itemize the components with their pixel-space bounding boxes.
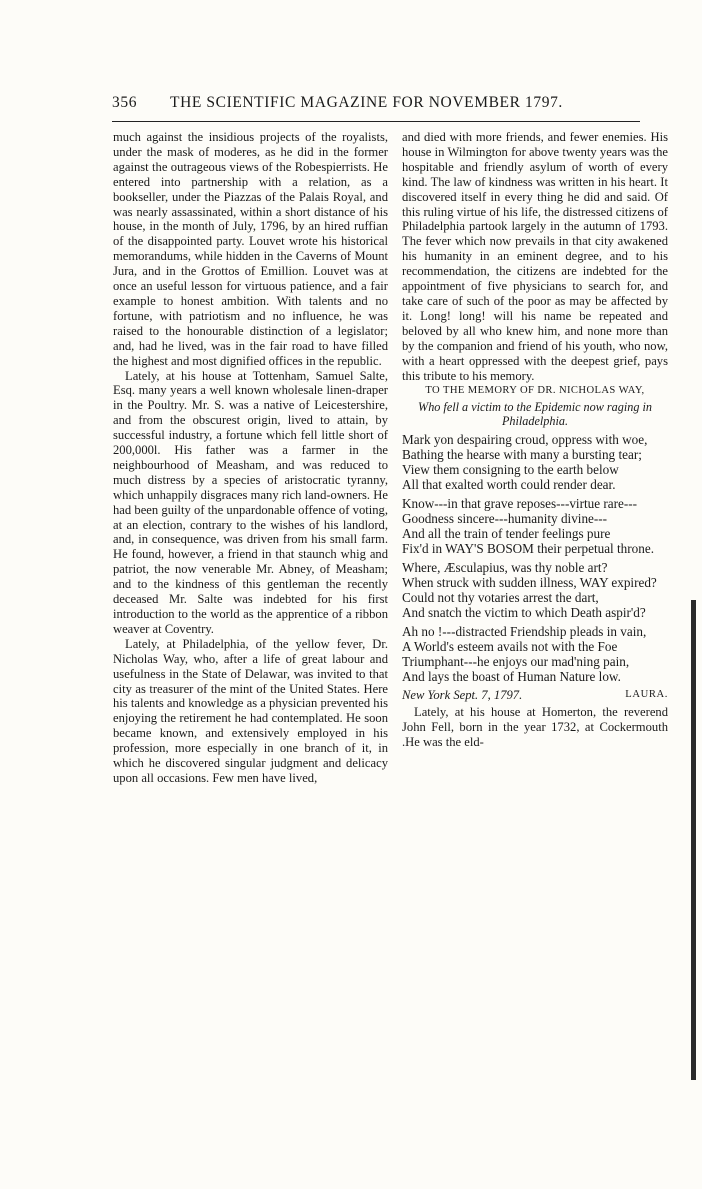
poem-line: Know---in that grave reposes---virtue rare---	[402, 496, 638, 512]
poem-line: Bathing the hearse with many a bursting tear;	[402, 447, 642, 463]
paragraph-salte: Lately, at his house at Tottenham, Samuel Salte, Esq. many years a well known wholesale linen-draper in the Poultry. Mr. S. was a native of Leicestershire, and from the obscurest origin, lived to attain, by successful industry, a fortune which fell little short of 200,000l. His father was a farmer in the neighbourhood of Measham, and was reduced to much distress by a species of aristocratic tyranny, which unhappily disgraces many rich land-owners. He had been guilty of the unpardonable offence of voting, at an election, contrary to the wishes of his landlord, and, in consequence, was driven from his small farm. He found, however, a friend in that staunch whig and patriot, the now venerable Mr. Abney, of Measham; and to the kindness of this gentleman the recently deceased Mr. Salte was indebted for his first introduction to the world as the apprentice of a ribbon weaver at Coventry.	[113, 368, 388, 636]
poem-line: Where, Æsculapius, was thy noble art?	[402, 560, 608, 576]
poem-stanza	[402, 560, 668, 620]
poem-stanza	[402, 432, 668, 492]
signature-place: New York Sept. 7, 1797.	[402, 688, 523, 703]
page-edge-shadow	[691, 600, 696, 1080]
left-column	[113, 130, 388, 786]
poem-line: Ah no !---distracted Friendship pleads in vain,	[402, 624, 647, 640]
right-column	[402, 130, 668, 750]
poem-signature	[402, 688, 668, 703]
poem-stanza	[402, 496, 668, 556]
poem-line: And lays the boast of Human Nature low.	[402, 669, 621, 685]
poem-line: Fix'd in WAY'S BOSOM their perpetual throne.	[402, 541, 655, 557]
poem-line: And all the train of tender feelings pure	[402, 526, 611, 542]
poem-line: When struck with sudden illness, WAY expired?	[402, 575, 657, 591]
poem-line: View them consigning to the earth below	[402, 462, 619, 478]
poem-line: Could not thy votaries arrest the dart,	[402, 590, 599, 606]
paragraph-way-continued: and died with more friends, and fewer enemies. His house in Wilmington for above twenty years was the hospitable and friendly asylum of worth of every kind. The law of kindness was written in his heart. It discovered itself in every thing he did and said. Of this ruling virtue of his life, the distressed citizens of Philadelphia partook largely in the autumn of 1793. The fever which now prevails in that city awakened his humanity in an eminent degree, and to his recommendation, the citizens are indebted for the appointment of five physicians to search for, and take care of such of the poor as may be affected by it. Long! long! will his name be repeated and beloved by all who knew him, and none more than by the companion and friend of his youth, who now, with a heart oppressed with the deepest grief, pays this tribute to his memory.	[402, 130, 668, 383]
poem-line: Mark yon despairing croud, oppress with woe,	[402, 432, 648, 448]
paragraph-louvet: much against the insidious projects of the royalists, under the mask of moderes, as he did in the former against the outrageous views of the Robespierrists. He entered into partnership with a relation, as a bookseller, under the Piazzas of the Palais Royal, and was nearly assassinated, within a short distance of his house, in the month of July, 1796, by an hired ruffian of the disappointed party. Louvet wrote his historical memorandums, while hidden in the Caverns of Mount Jura, and in the Grottos of Emillion. Louvet was at once an useful lesson for virtuous patience, and a fair example to honest ambition. With talents and no fortune, with patriotism and no influence, he was raised to the honourable distinction of a legislator; and, had he lived, was in the fair road to have filled the highest and most dignified offices in the republic.	[113, 130, 388, 368]
running-title: THE SCIENTIFIC MAGAZINE FOR NOVEMBER 1797.	[170, 94, 563, 111]
poem-line: All that exalted worth could render dear.	[402, 477, 616, 493]
signature-name: LAURA.	[625, 689, 668, 701]
poem-line: Triumphant---he enjoys our mad'ning pain,	[402, 654, 630, 670]
header-rule	[112, 121, 640, 122]
paragraph-way: Lately, at Philadelphia, of the yellow fever, Dr. Nicholas Way, who, after a life of great labour and usefulness in the State of Delawar, was invited to that city as treasurer of the mint of the United States. Here his talents and knowledge as a physician prevented his enjoying the retirement he had contemplated. He soon became known, and extensively employed in his profession, more especially in one branch of it, in which he discovered singular judgment and delicacy upon all occasions. Few men have lived,	[113, 636, 388, 785]
poem-heading: TO THE MEMORY OF DR. NICHOLAS WAY,	[425, 385, 645, 397]
poem-line: And snatch the victim to which Death aspir'd?	[402, 605, 646, 621]
page-number: 356	[112, 94, 138, 111]
poem-subheading: Who fell a victim to the Epidemic now raging in Philadelphia.	[418, 400, 652, 429]
paragraph-fell: Lately, at his house at Homerton, the reverend John Fell, born in the year 1732, at Cockermouth .He was the eld-	[402, 705, 668, 750]
poem-line: A World's esteem avails not with the Foe	[402, 639, 618, 655]
poem-stanza	[402, 624, 668, 684]
poem-line: Goodness sincere---humanity divine---	[402, 511, 608, 527]
page-header	[112, 94, 672, 118]
